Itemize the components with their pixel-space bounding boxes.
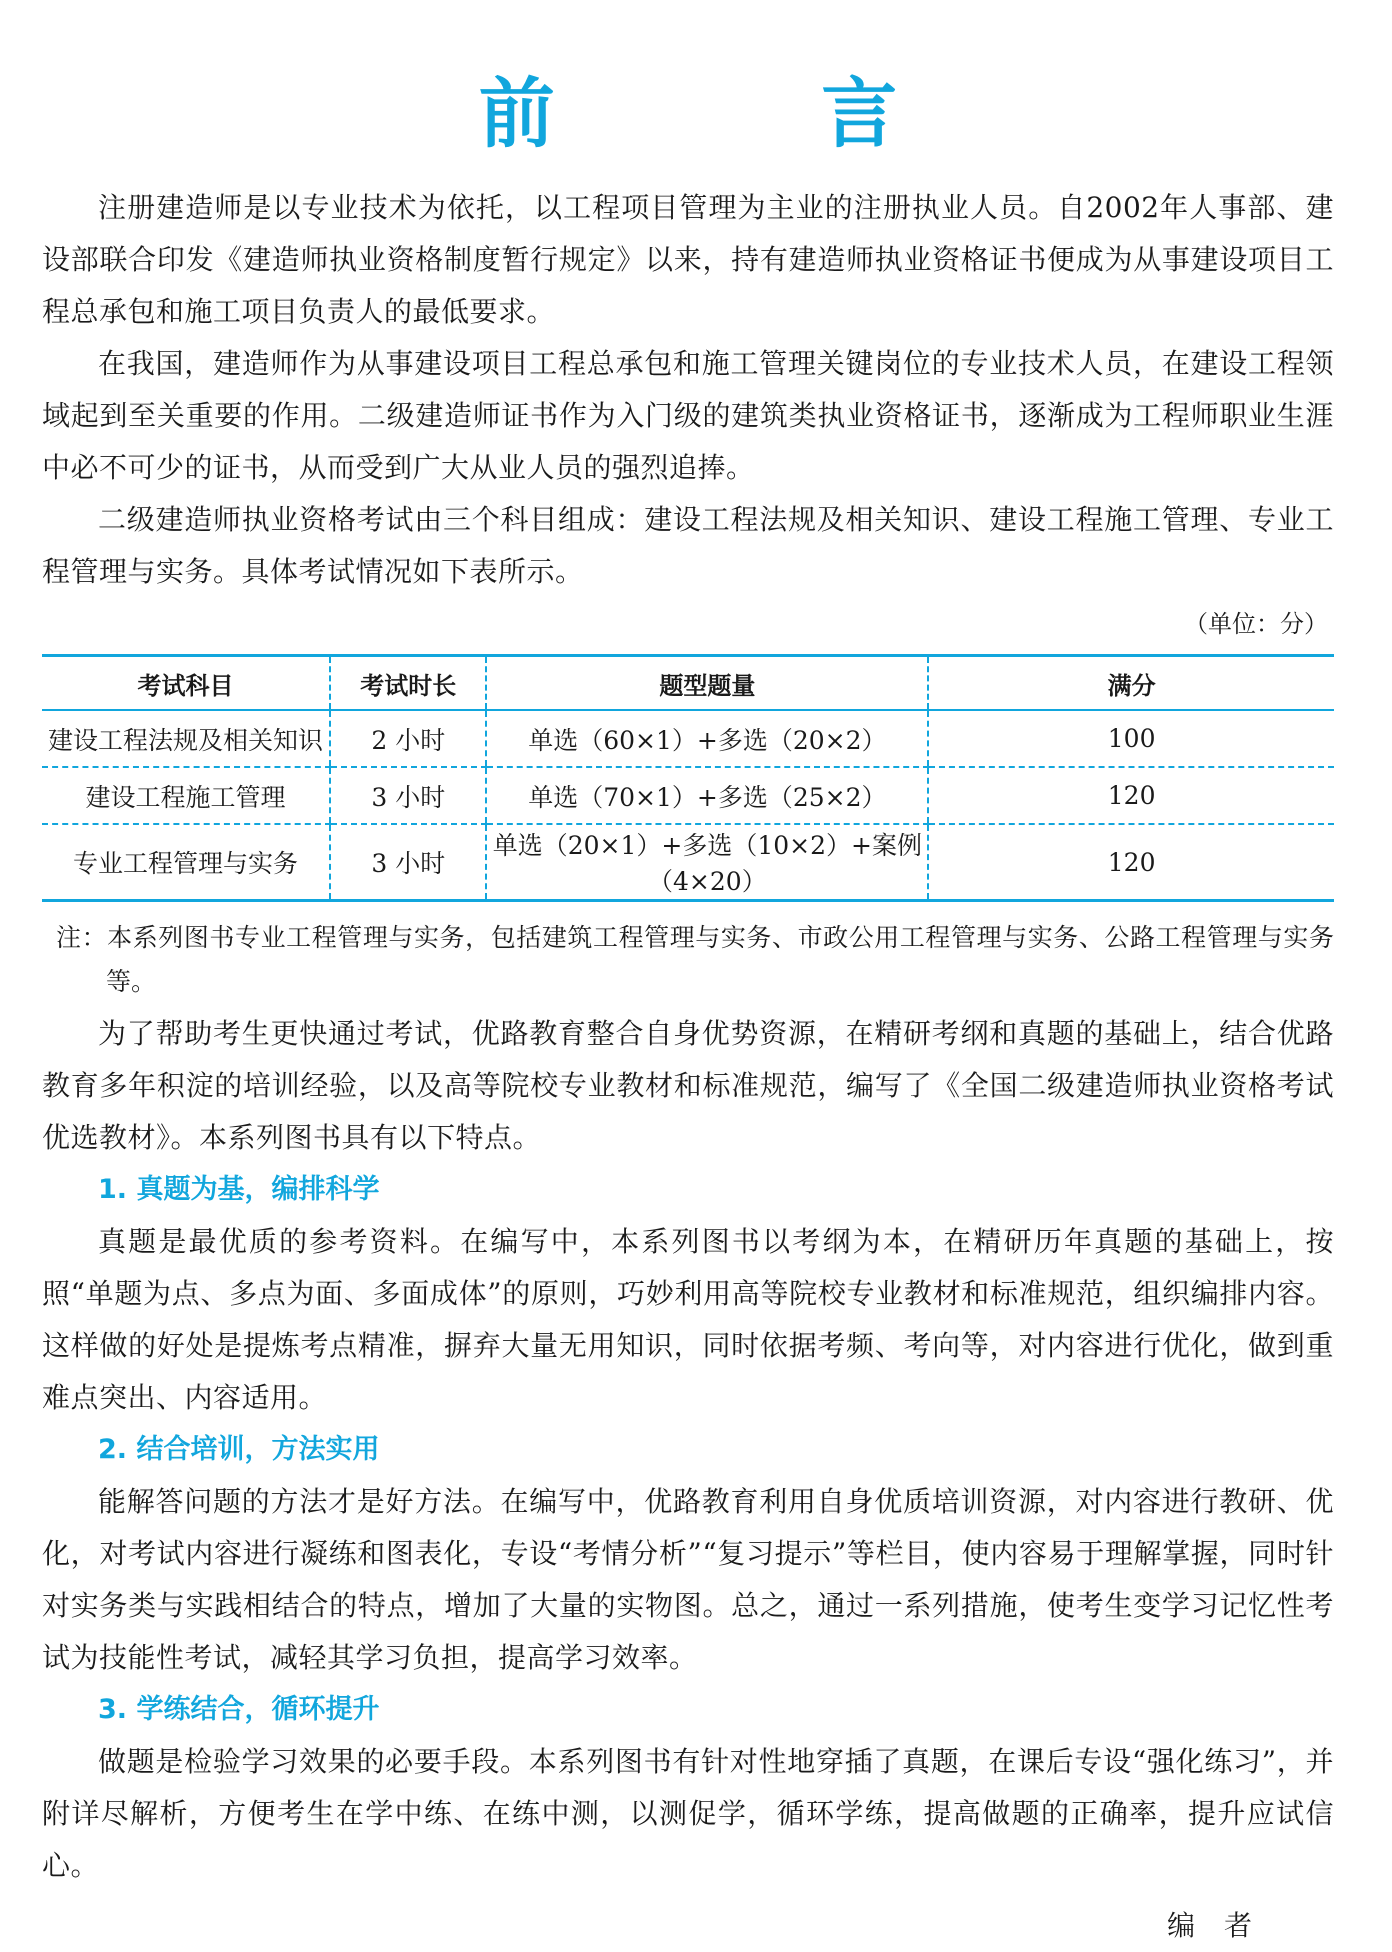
feature-body-2: 能解答问题的方法才是好方法。在编写中，优路教育利用自身优质培训资源，对内容进行教研、优化，对考试内容进行凝练和图表化，专设“考情分析”“复习提示”等栏目，使内容易于理解掌握，同时针对实务类与实践相结合的特点，增加了大量的实物图。总之，通过一系列措施，使考生变学习记忆性考试为技能性考试，减轻其学习负担，提高学习效率。	[42, 1485, 1334, 1674]
cell-subject: 建设工程法规及相关知识	[42, 710, 330, 767]
cell-question-types: 单选（70×1）+多选（25×2）	[486, 767, 928, 824]
feature-heading-3: 3. 学练结合，循环提升	[98, 1694, 380, 1725]
feature-body-3: 做题是检验学习效果的必要手段。本系列图书有针对性地穿插了真题，在课后专设“强化练习”，并附详尽解析，方便考生在学中练、在练中测，以测促学，循环学练，提高做题的正确率，提升应试信心。	[42, 1745, 1334, 1882]
table-row	[42, 710, 1334, 767]
purpose-paragraph: 为了帮助考生更快通过考试，优路教育整合自身优势资源，在精研考纲和真题的基础上，结合优路教育多年积淀的培训经验，以及高等院校专业教材和标准规范，编写了《全国二级建造师执业资格考试优选教材》。本系列图书具有以下特点。	[42, 1017, 1334, 1154]
intro-paragraph-1: 注册建造师是以专业技术为依托，以工程项目管理为主业的注册执业人员。自2002年人事部、建设部联合印发《建造师执业资格制度暂行规定》以来，持有建造师执业资格证书便成为从事建设项目工程总承包和施工项目负责人的最低要求。	[42, 191, 1334, 328]
page-title: 前 言	[478, 69, 1018, 158]
cell-full-score: 100	[928, 710, 1334, 767]
cell-duration: 2 小时	[330, 710, 486, 767]
feature-body-1: 真题是最优质的参考资料。在编写中，本系列图书以考纲为本，在精研历年真题的基础上，按照“单题为点、多点为面、多面成体”的原则，巧妙利用高等院校专业教材和标准规范，组织编排内容。这样做的好处是提炼考点精准，摒弃大量无用知识，同时依据考频、考向等，对内容进行优化，做到重难点突出、内容适用。	[42, 1225, 1334, 1414]
table-note: 注：本系列图书专业工程管理与实务，包括建筑工程管理与实务、市政公用工程管理与实务、公路工程管理与实务等。	[56, 923, 1334, 996]
cell-question-types: 单选（20×1）+多选（10×2）+案例（4×20）	[486, 824, 928, 901]
intro-paragraph-2: 在我国，建造师作为从事建设项目工程总承包和施工管理关键岗位的专业技术人员，在建设工程领域起到至关重要的作用。二级建造师证书作为入门级的建筑类执业资格证书，逐渐成为工程师职业生涯中必不可少的证书，从而受到广大从业人员的强烈追捧。	[42, 347, 1334, 484]
cell-duration: 3 小时	[330, 824, 486, 901]
cell-duration: 3 小时	[330, 767, 486, 824]
header-duration: 考试时长	[330, 656, 486, 711]
cell-subject: 建设工程施工管理	[42, 767, 330, 824]
cell-full-score: 120	[928, 824, 1334, 901]
header-full-score: 满分	[928, 656, 1334, 711]
table-unit-label: （单位：分）	[1184, 610, 1328, 638]
feature-heading-1: 1. 真题为基，编排科学	[98, 1174, 380, 1205]
table-header-row	[42, 656, 1334, 711]
intro-paragraph-3: 二级建造师执业资格考试由三个科目组成：建设工程法规及相关知识、建设工程施工管理、专业工程管理与实务。具体考试情况如下表所示。	[42, 503, 1334, 588]
feature-heading-2: 2. 结合培训，方法实用	[98, 1434, 380, 1465]
cell-subject: 专业工程管理与实务	[42, 824, 330, 901]
signature: 编 者	[1167, 1909, 1262, 1942]
table-row	[42, 767, 1334, 824]
header-subject: 考试科目	[137, 671, 234, 700]
cell-question-types: 单选（60×1）+多选（20×2）	[486, 710, 928, 767]
table-row	[42, 824, 1334, 901]
exam-table	[42, 654, 1334, 902]
header-question-types: 题型题量	[486, 656, 928, 711]
preface-page	[42, 0, 1334, 1952]
cell-full-score: 120	[928, 767, 1334, 824]
